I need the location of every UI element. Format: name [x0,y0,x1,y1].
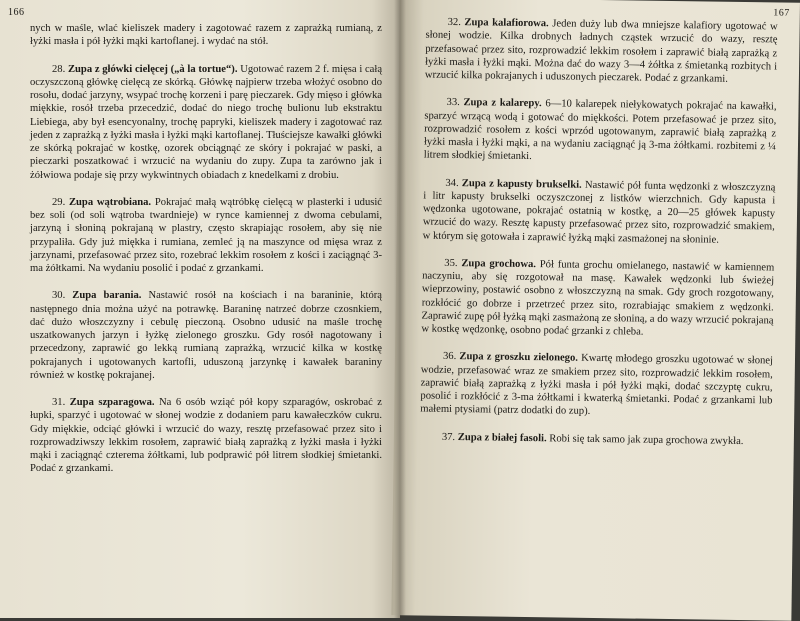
right-page-text [420,16,778,449]
book-gutter [394,0,406,618]
recipe-paragraph: 34. Zupa z kapusty brukselki. Nastawić pół funta wędzonki z włoszczyzną i litr kapusty brukselki oczyszczonej z listków wierzchnich. Gdy kapusta i wędzonka ugotowane, pokrajać ostatnią w kostkę, a 20—25 główek kapusty wrzucić do wazy. Resztę kapusty przefasować przez sito, rozprowadzić smakiem, w którym się gotowała i zaprawić łyżką mąki zasmażonej na słoninie. [422,177,776,246]
recipe-paragraph: 32. Zupa kalafiorowa. Jeden duży lub dwa mniejsze kalafiory ugotować w słonej wodzie. Kilka drobnych ładnych cząstek wrzucić do wazy, resztę przefasować przez sito, rozprowadzić lekkim rosołem i zaprawić białą zaprażką z łyżki masła i łyżki mąki. Można dać do wazy 3—4 żółtka z śmietanką rozbitych i wrzucić kilka pokrajanych i uduszonych pieczarek. Podać z grzankami. [424,16,778,85]
recipe-title: Zupa z główki cielęcej („à la tortue“). [67,63,238,75]
recipe-title: Zupa z kapusty brukselki. [461,177,582,191]
recipe-paragraph: 37. Zupa z białej fasoli. Robi się tak samo jak zupa grochowa zwykła. [441,431,744,447]
recipe-title: Zupa kalafiorowa. [464,17,549,30]
recipe-paragraph: 28. Zupa z główki cielęcej („à la tortue“). Ugotować razem 2 f. mięsa i całą oczyszczoną główkę cielęcą ze skórką. Główkę najpierw trzeba włożyć osobno do rosołu, dodać jarzyny, wsypać trochę korzeni i parę pieczarek. Gdy mięso i główka miękkie, rosół trzeba przecedzić, dodać do niego trochę bulionu lub ekstraktu Liebiega, aby był esencyonalny, trochę papryki, kieliszek madery i zagotować raz jeden z zaprażką z łyżki masła i łyżki mąki kartoflanej. Tłuściejsze kawałki główki ze skórką pokrajać w kostkę, ozorek obciągnąć ze skóry i pokrajać w paski, a pieczarki poszatkować i wrzucić na wydaniu do zupy. Zupa ta zarówno jak i żółwiowa podaje się przy wykwintnych obiadach z knedelkami z drobiu. [30,63,383,181]
recipe-paragraph: 30. Zupa barania. Nastawić rosół na kościach i na baraninie, którą następnego dnia można użyć na potrawkę. Baraninę natrzeć dobrze czosnkiem, dać dużo włoszczyzny i cebulę pieczoną. Osobno udusić na maśle trochę uszatkowanych jarzyn i łyżkę zielonego groszku. Gdy rosół nagotowany i przecedzony, zaprawić go lekką rumianą zaprażką, wrzucić kilka w kostkę pokrajanych i ugotowanych kartofli, uduszoną jarzynkę i kawałek baraniny również w kostkę pokrajanej. [30,290,383,381]
left-page [0,0,400,618]
recipe-title: Zupa z groszku zielonego. [459,351,579,364]
recipe-paragraph: nych w maśle, wlać kieliszek madery i zagotować razem z zaprażką rumianą, z łyżki masła i pół łyżki mąki kartoflanej. i wydać na stół. [30,23,382,48]
right-page [391,0,800,621]
recipe-paragraph: 31. Zupa szparagowa. Na 6 osób wziąć pół kopy szparagów, oskrobać z łupki, sparzyć i ugotować w słonej wodzie z dodaniem paru kawałeczków cukru. Gdy miękkie, odciąć główki i wrzucić do wazy, resztę przefasować przez sito i rozprowadziwszy lekkim rosołem, zaprawić białą zaprażką z łyżki masła i łyżki mąki i zaciągnąć czterema żółtkami, lub podprawić pół litrem słodkiej śmietanki. Podać z grzankami. [30,397,382,475]
recipe-title: Zupa barania. [72,290,142,302]
recipe-paragraph: 33. Zupa z kalarepy. 6—10 kalarepek niełykowatych pokrajać na kawałki, sparzyć wrzącą wodą i gotować do miękkości. Potem przefasować je przez sito, rozprowadzić rosołem z kości wprzód ugotowanym, zaprawić białą zaprażką z łyżki masła i łyżki mąki, a na wydaniu zaciągnąć ją 3-ma żółtkami. rozbitemi z ¼ litrem słodkiej śmietanki. [423,97,777,163]
recipe-title: Zupa z kalarepy. [463,97,542,110]
recipe-paragraph: 36. Zupa z groszku zielonego. Kwartę młodego groszku ugotować w słonej wodzie, przefasować wraz ze smakiem przez sito, rozprowadzić lekkim rosołem, zaprawić białą zaprażką z łyżki masła i pół łyżki mąki, dodać szczyptę cukru, posolić i rozkłócić z 3-ma żółtkami i kwaterką śmietanki. Podać z grzankami lub małemi ptysiami (patrz dodatki do zup). [420,351,774,418]
recipe-title: Zupa szparagowa. [69,397,155,408]
page-number: 166 [8,7,25,18]
recipe-title: Zupa wątrobiana. [68,196,152,208]
recipe-title: Zupa z białej fasoli. [457,431,547,444]
left-page-text [30,22,382,476]
recipe-paragraph: 29. Zupa wątrobiana. Pokrajać małą wątróbkę cielęcą w plasterki i udusić bez soli (od soli wątroba twardnieje) w rynce kamiennej z dwoma cebulami, jarzyną i słoniną pokrajaną w plastry, często skrapiając rosołem, aby się nie przypaliła. Gdy już miękka i rumiana, zemleć ją na maszynce od mięsa wraz z jarzynami, przefasować przez sito, rozebrać lekkim rosołem z kości i zaciągnąć 3-ma żółtkami. Na wydaniu posolić i podać z grzankami. [30,196,383,274]
page-number: 167 [773,7,790,19]
recipe-title: Zupa grochowa. [461,257,537,270]
recipe-paragraph: 35. Zupa grochowa. Pół funta grochu omielanego, nastawić w kamiennem naczyniu, aby się rozgotował na masę. Kawałek wędzonki lub świeżej wieprzowiny, postawić osobno z włoszczyzną na smak. Gdy groch rozgotowany, rozkłócić go dobrze i przetrzeć przez sito, rozrabiając smakiem z wędzonki. Zaprawić zupę pół łyżką mąki zasmażoną ze słoniną, a do wazy wrzucić pokrajaną w kostkę wędzonkę, osobno podać grzanki z chleba. [421,257,775,338]
